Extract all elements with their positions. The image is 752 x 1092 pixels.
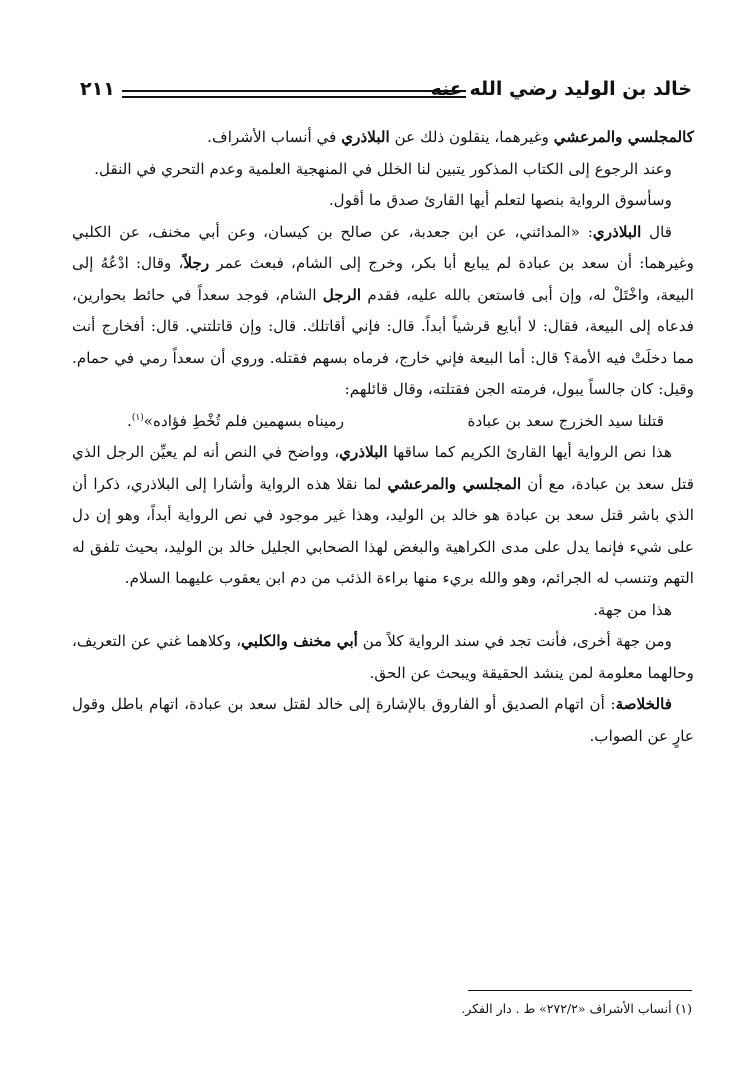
text-run: : أن اتهام الصديق أو الفاروق بالإشارة إلى خالد لقتل سعد بن عبادة، اتهام باطل وقول عارٍ عن الصواب. xyxy=(72,695,694,745)
paragraph-1 xyxy=(72,122,694,154)
text-run: الشام، فوجد سعداً في حائط بحوارين، فدعاه إلى البيعة، فقال: لا أبايع قرشياً أبداً. قال: فإني أقاتلك. قال: وإن قاتلتني. قال: أفخارج أنت مما دخلَتْ فيه الأمة؟ قال: أما البيعة فإني خارج، فرماه بسهم فقتله. وروي أن سعداً رمي في حمام. وقيل: كان جالساً يبول، فرمته الجن فقتلته، وقال قائلهم: xyxy=(72,285,694,398)
verse-second-hemistich: رميناه بسهمين فلم تُخْطِ فؤاده»$^{(١)}$. xyxy=(127,411,345,430)
text-run: رميناه بسهمين فلم تُخْطِ فؤاده» xyxy=(143,411,345,430)
text-run: قال xyxy=(641,222,672,241)
text-run: وغيرهما، ينقلون ذلك عن xyxy=(389,128,554,146)
bold-name: البلاذري xyxy=(339,443,388,461)
footnote: (١) أنساب الأشراف «٢٧٢/٢» ط . دار الفكر. xyxy=(461,1001,692,1016)
paragraph-7 xyxy=(72,626,694,689)
bold-word: رجلاً xyxy=(183,254,210,272)
running-header xyxy=(80,78,692,110)
text-run: : «المدائني، عن ابن جعدبة، عن صالح بن كيسان، وعن أبي مخنف، عن الكلبي وغيرهما: أن سعد بن عبادة لم يبايع أبا بكر، وخرج إلى الشام، فبعث عمر xyxy=(72,222,694,272)
text-run: ، وواضح في النص أنه لم يعيِّن الرجل الذي قتل سعد بن عبادة، مع أن xyxy=(72,443,694,493)
paragraph-2: وعند الرجوع إلى الكتاب المذكور يتبين لنا الخلل في المنهجية العلمية وعدم التحري في النقل. xyxy=(94,159,672,178)
quote-paragraph xyxy=(72,217,694,406)
running-title: خالد بن الوليد رضي الله عنه xyxy=(430,78,692,100)
text-run: ومن جهة أخرى، فأنت تجد في سند الرواية كلاً من xyxy=(357,632,673,650)
text-run: لما نقلا هذه الرواية وأشارا إلى البلاذري، ذكرا أن الذي باشر قتل سعد بن عبادة هو خالد بن الوليد، وهذا غير موجود في نص الرواية أبداً، وهو إن دل على شيء فإنما يدل على مدى الكراهية والبغض لهذا الصحابي الجليل خالد بن الوليد، بحيث تلفق له التهم وتنسب له الجرائم، وهو والله بريء منها براءة الذئب من دم ابن يعقوب عليهما السلام. xyxy=(72,474,694,587)
paragraph-6: هذا من جهة. xyxy=(593,600,672,619)
paragraph-3: وسأسوق الرواية بنصها لتعلم أيها القارئ صدق ما أقول. xyxy=(328,191,672,209)
footnote-divider xyxy=(468,990,692,991)
text-run: هذا نص الرواية أيها القارئ الكريم كما ساقها xyxy=(387,443,672,461)
page-number: ٢١١ xyxy=(80,78,115,100)
text-run: ، وكلاهما غني عن التعريف، وحالهما معلومة لمن ينشد الحقيقة ويبحث عن الحق. xyxy=(72,632,694,682)
paragraph-5 xyxy=(72,437,694,595)
text-run: في أنساب الأشراف. xyxy=(207,128,342,146)
verse-first-hemistich: قتلنا سيد الخزرج سعد بن عبادة xyxy=(467,411,664,430)
header-double-rule xyxy=(122,90,466,98)
page-body xyxy=(72,122,694,752)
footnote-marker[interactable]: (١) xyxy=(131,412,144,423)
verse-line xyxy=(72,406,694,438)
conclusion-label: فالخلاصة xyxy=(615,695,672,713)
bold-word: الرجل xyxy=(322,285,362,304)
bold-names: المجلسي والمرعشي xyxy=(387,474,522,493)
bold-name: البلاذري xyxy=(341,128,390,146)
bold-name: البلاذري xyxy=(592,222,642,241)
bold-names: كالمجلسي والمرعشي xyxy=(553,128,694,146)
bold-names: أبي مخنف والكلبي xyxy=(241,632,358,650)
conclusion-paragraph xyxy=(72,689,694,752)
text-run: ، وقال: ادْعُهُ إلى البيعة، واخْتَلْ له، وإن أبى فاستعن بالله عليه، فقدم xyxy=(72,254,694,304)
